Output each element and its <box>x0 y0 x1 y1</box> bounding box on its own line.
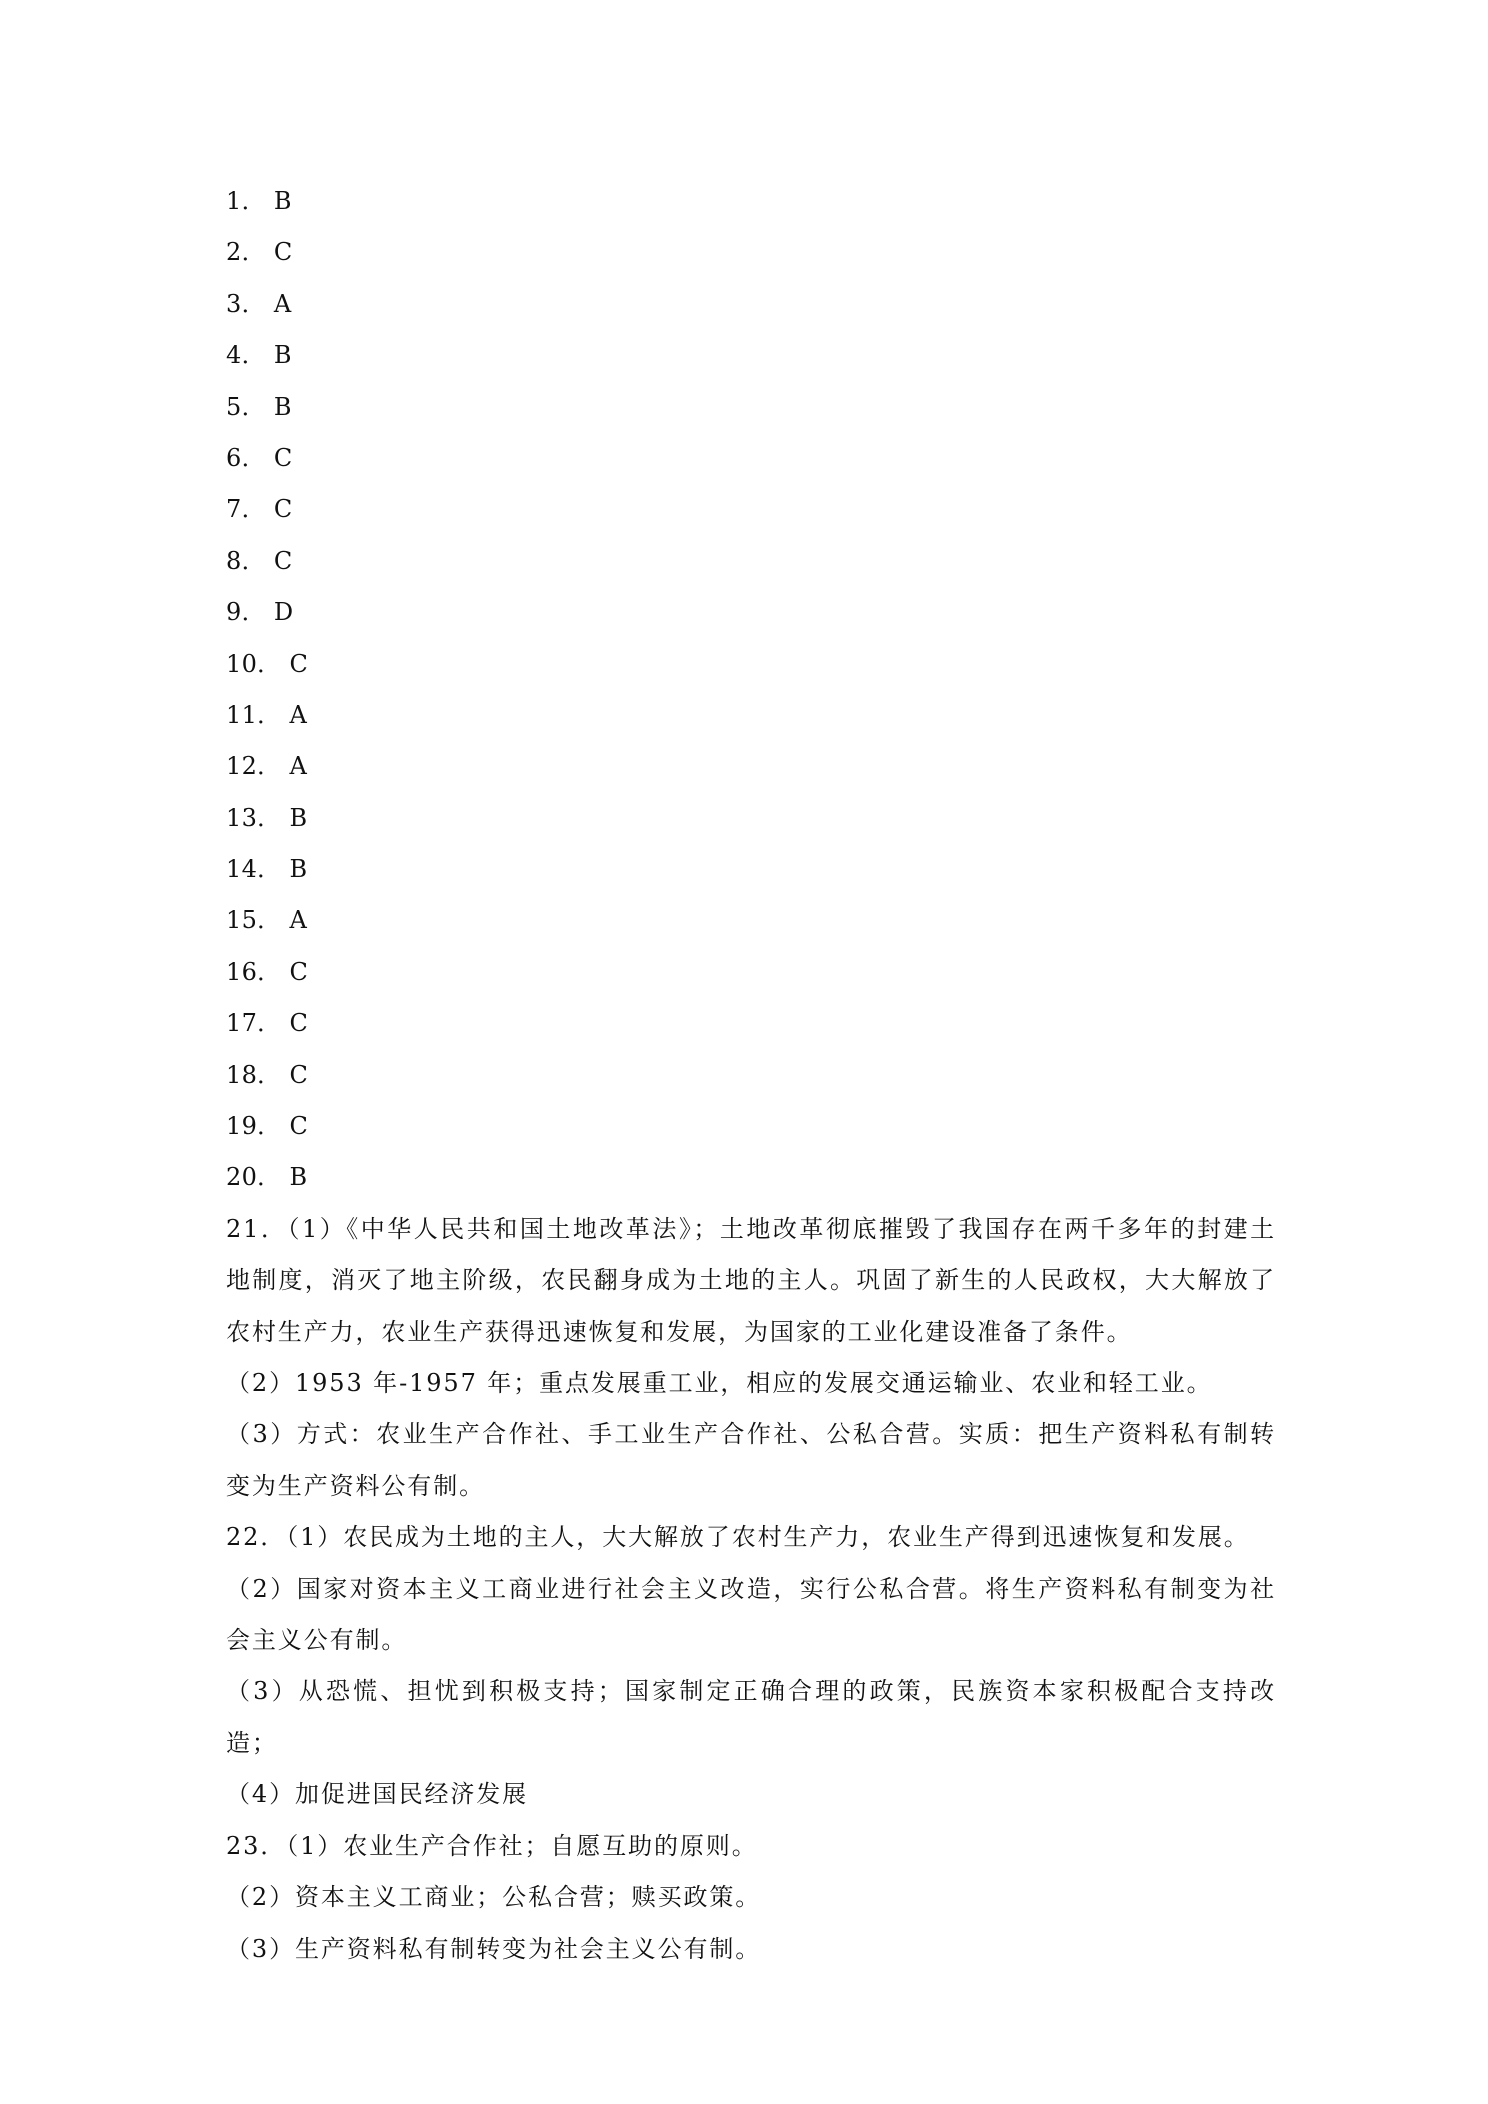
answer-line <box>226 639 1276 690</box>
answer-line <box>226 382 1276 433</box>
question-number: 2． <box>226 238 266 267</box>
answer-letter: A <box>273 289 292 318</box>
question-number: 6． <box>226 443 266 472</box>
question-number: 9． <box>226 598 266 627</box>
q21-part3: （3）方式：农业生产合作社、手工业生产合作社、公私合营。实质：把生产资料私有制转变为生产资料公有制。 <box>226 1420 1276 1500</box>
q22-part1: 22．（1）农民成为土地的主人，大大解放了农村生产力，农业生产得到迅速恢复和发展。 <box>226 1523 1250 1552</box>
answer-line <box>226 895 1276 946</box>
answer-letter: C <box>289 1112 309 1141</box>
question-number: 7． <box>226 495 266 524</box>
answer-letter: D <box>273 598 294 627</box>
question-number: 15． <box>226 906 282 935</box>
answer-letter: C <box>289 649 309 678</box>
answer-letter: B <box>289 855 308 884</box>
q23-part3: （3）生产资料私有制转变为社会主义公有制。 <box>226 1934 762 1963</box>
multiple-choice-answers <box>226 176 1276 1204</box>
answer-letter: C <box>289 957 309 986</box>
answer-letter: C <box>273 546 293 575</box>
question-number: 19． <box>226 1112 282 1141</box>
answer-letter: C <box>289 1009 309 1038</box>
question-number: 13． <box>226 803 282 832</box>
q21-part1: 21．（1）《中华人民共和国土地改革法》；土地改革彻底摧毁了我国存在两千多年的封建土地制度，消灭了地主阶级，农民翻身成为土地的主人。巩固了新生的人民政权，大大解放了农村生产力，农业生产获得迅速恢复和发展，为国家的工业化建设准备了条件。 <box>226 1214 1276 1346</box>
question-number: 5． <box>226 392 266 421</box>
q22-part3: （3）从恐慌、担忧到积极支持；国家制定正确合理的政策，民族资本家积极配合支持改造； <box>226 1677 1276 1757</box>
answer-line <box>226 536 1276 587</box>
answer-letter: B <box>273 187 292 215</box>
answer-letter: B <box>273 392 292 421</box>
answer-line <box>226 844 1276 895</box>
q22-part4: （4）加促进国民经济发展 <box>226 1780 529 1809</box>
answer-letter: C <box>273 443 293 472</box>
answer-line <box>226 279 1276 330</box>
q22-part2: （2）国家对资本主义工商业进行社会主义改造，实行公私合营。将生产资料私有制变为社会主义公有制。 <box>226 1574 1276 1655</box>
q23-part2: （2）资本主义工商业；公私合营；赎买政策。 <box>226 1883 762 1912</box>
answer-letter: C <box>273 495 293 524</box>
question-number: 11． <box>226 700 282 729</box>
answer-line <box>226 176 1276 227</box>
answer-line <box>226 330 1276 381</box>
q21-part2: （2）1953 年-1957 年；重点发展重工业，相应的发展交通运输业、农业和轻工业。 <box>226 1369 1213 1398</box>
answer-line <box>226 998 1276 1049</box>
answer-letter: A <box>289 752 308 781</box>
question-number: 16． <box>226 957 282 986</box>
answer-letter: B <box>289 803 308 832</box>
question-number: 3． <box>226 289 266 318</box>
q23-part1: 23．（1）农业生产合作社；自愿互助的原则。 <box>226 1831 758 1860</box>
answer-letter: B <box>289 1163 308 1192</box>
answer-line <box>226 947 1276 998</box>
question-number: 14． <box>226 855 282 884</box>
answer-line <box>226 587 1276 638</box>
question-number: 8． <box>226 546 266 575</box>
answer-line <box>226 484 1276 535</box>
answer-letter: C <box>289 1060 309 1089</box>
answer-key <box>226 176 1276 1975</box>
question-number: 4． <box>226 341 266 370</box>
answer-letter: A <box>289 906 308 935</box>
question-number: 1． <box>226 187 266 215</box>
answer-line <box>226 1152 1276 1203</box>
question-number: 12． <box>226 752 282 781</box>
answer-line <box>226 741 1276 792</box>
answer-line <box>226 1050 1276 1101</box>
answer-line <box>226 690 1276 741</box>
answer-letter: C <box>273 238 293 267</box>
question-number: 20． <box>226 1163 282 1192</box>
answer-line <box>226 793 1276 844</box>
question-number: 10． <box>226 649 282 678</box>
answer-letter: A <box>289 700 308 729</box>
question-number: 18． <box>226 1060 282 1089</box>
answer-line <box>226 1101 1276 1152</box>
answer-line <box>226 227 1276 278</box>
answer-line <box>226 433 1276 484</box>
answer-letter: B <box>273 341 292 370</box>
question-number: 17． <box>226 1009 282 1038</box>
